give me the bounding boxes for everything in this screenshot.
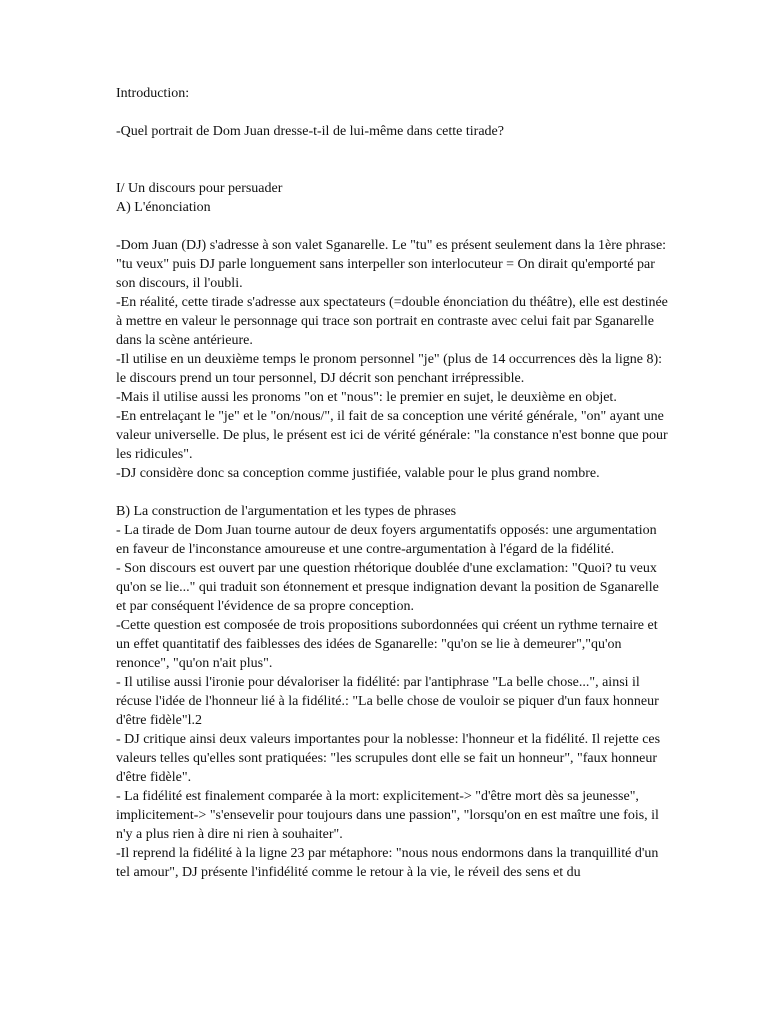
paragraph: - La fidélité est finalement comparée à la mort: explicitement-> "d'être mort dès sa jeunesse", implicitement-> "s'ensevelir pour toujours dans une passion", "lorsqu'on en est maître une fois, il n'y a plus rien à dire ni rien à souhaiter".: [116, 789, 659, 842]
intro-heading: Introduction:: [116, 86, 190, 101]
sectionB-heading: B) La construction de l'argumentation et les types de phrases: [116, 504, 457, 519]
sectionA-heading: A) L'énonciation: [116, 200, 211, 215]
paragraph: -En réalité, cette tirade s'adresse aux spectateurs (=double énonciation du théâtre), elle est destinée à mettre en valeur le personnage qui trace son portrait en contraste avec celui fait par Sganarelle dans la scène antérieure.: [116, 295, 668, 348]
paragraph: -Il reprend la fidélité à la ligne 23 par métaphore: "nous nous endormons dans la tranquillité d'un tel amour", DJ présente l'infidélité comme le retour à la vie, le réveil des sens et du: [116, 846, 659, 880]
paragraph: - DJ critique ainsi deux valeurs importantes pour la noblesse: l'honneur et la fidélité. Il rejette ces valeurs telles qu'elles sont pratiquées: "les scrupules dont elle se fait un honneur", "faux honneur d'être fidèle".: [116, 732, 661, 785]
paragraph: -En entrelaçant le "je" et le "on/nous/", il fait de sa conception une vérité générale, "on" ayant une valeur universelle. De plus, le présent est ici de vérité générale: "la constance n'est bonne que pour les ridicules".: [116, 409, 668, 462]
spacer: [116, 217, 668, 236]
document-body: [116, 84, 668, 882]
paragraph: -Mais il utilise aussi les pronoms "on et "nous": le premier en sujet, le deuxième en objet.: [116, 390, 617, 405]
paragraph: - Son discours est ouvert par une question rhétorique doublée d'une exclamation: "Quoi? tu veux qu'on se lie..." qui traduit son étonnement et presque indignation devant la position de Sganarelle et par conséquent l'évidence de sa propre conception.: [116, 561, 659, 614]
intro-question: -Quel portrait de Dom Juan dresse-t-il de lui-même dans cette tirade?: [116, 124, 504, 139]
paragraph: -DJ considère donc sa conception comme justifiée, valable pour le plus grand nombre.: [116, 466, 600, 481]
paragraph: - La tirade de Dom Juan tourne autour de deux foyers argumentatifs opposés: une argumentation en faveur de l'inconstance amoureuse et une contre-argumentation à l'égard de la fidélité.: [116, 523, 657, 557]
spacer: [116, 483, 668, 502]
paragraph: -Dom Juan (DJ) s'adresse à son valet Sganarelle. Le "tu" es présent seulement dans la 1ère phrase: "tu veux" puis DJ parle longuement sans interpeller son interlocuteur = On dirait qu'emporté par son discours, il l'oubli.: [116, 238, 667, 291]
paragraph: - Il utilise aussi l'ironie pour dévaloriser la fidélité: par l'antiphrase "La belle chose...", ainsi il récuse l'idée de l'honneur lié à la fidélité.: "La belle chose de vouloir se piquer d'un faux honneur d'être fidèle"l.2: [116, 675, 659, 728]
paragraph: -Cette question est composée de trois propositions subordonnées qui créent un rythme ternaire et un effet quantitatif des faiblesses des idées de Sganarelle: "qu'on se lie à demeurer","qu'on renonce", "qu'on n'ait plus".: [116, 618, 658, 671]
spacer: [116, 103, 668, 122]
part1-heading: I/ Un discours pour persuader: [116, 181, 283, 196]
spacer: [116, 141, 668, 179]
paragraph: -Il utilise en un deuxième temps le pronom personnel "je" (plus de 14 occurrences dès la ligne 8): le discours prend un tour personnel, DJ décrit son penchant irrépressible.: [116, 352, 662, 386]
